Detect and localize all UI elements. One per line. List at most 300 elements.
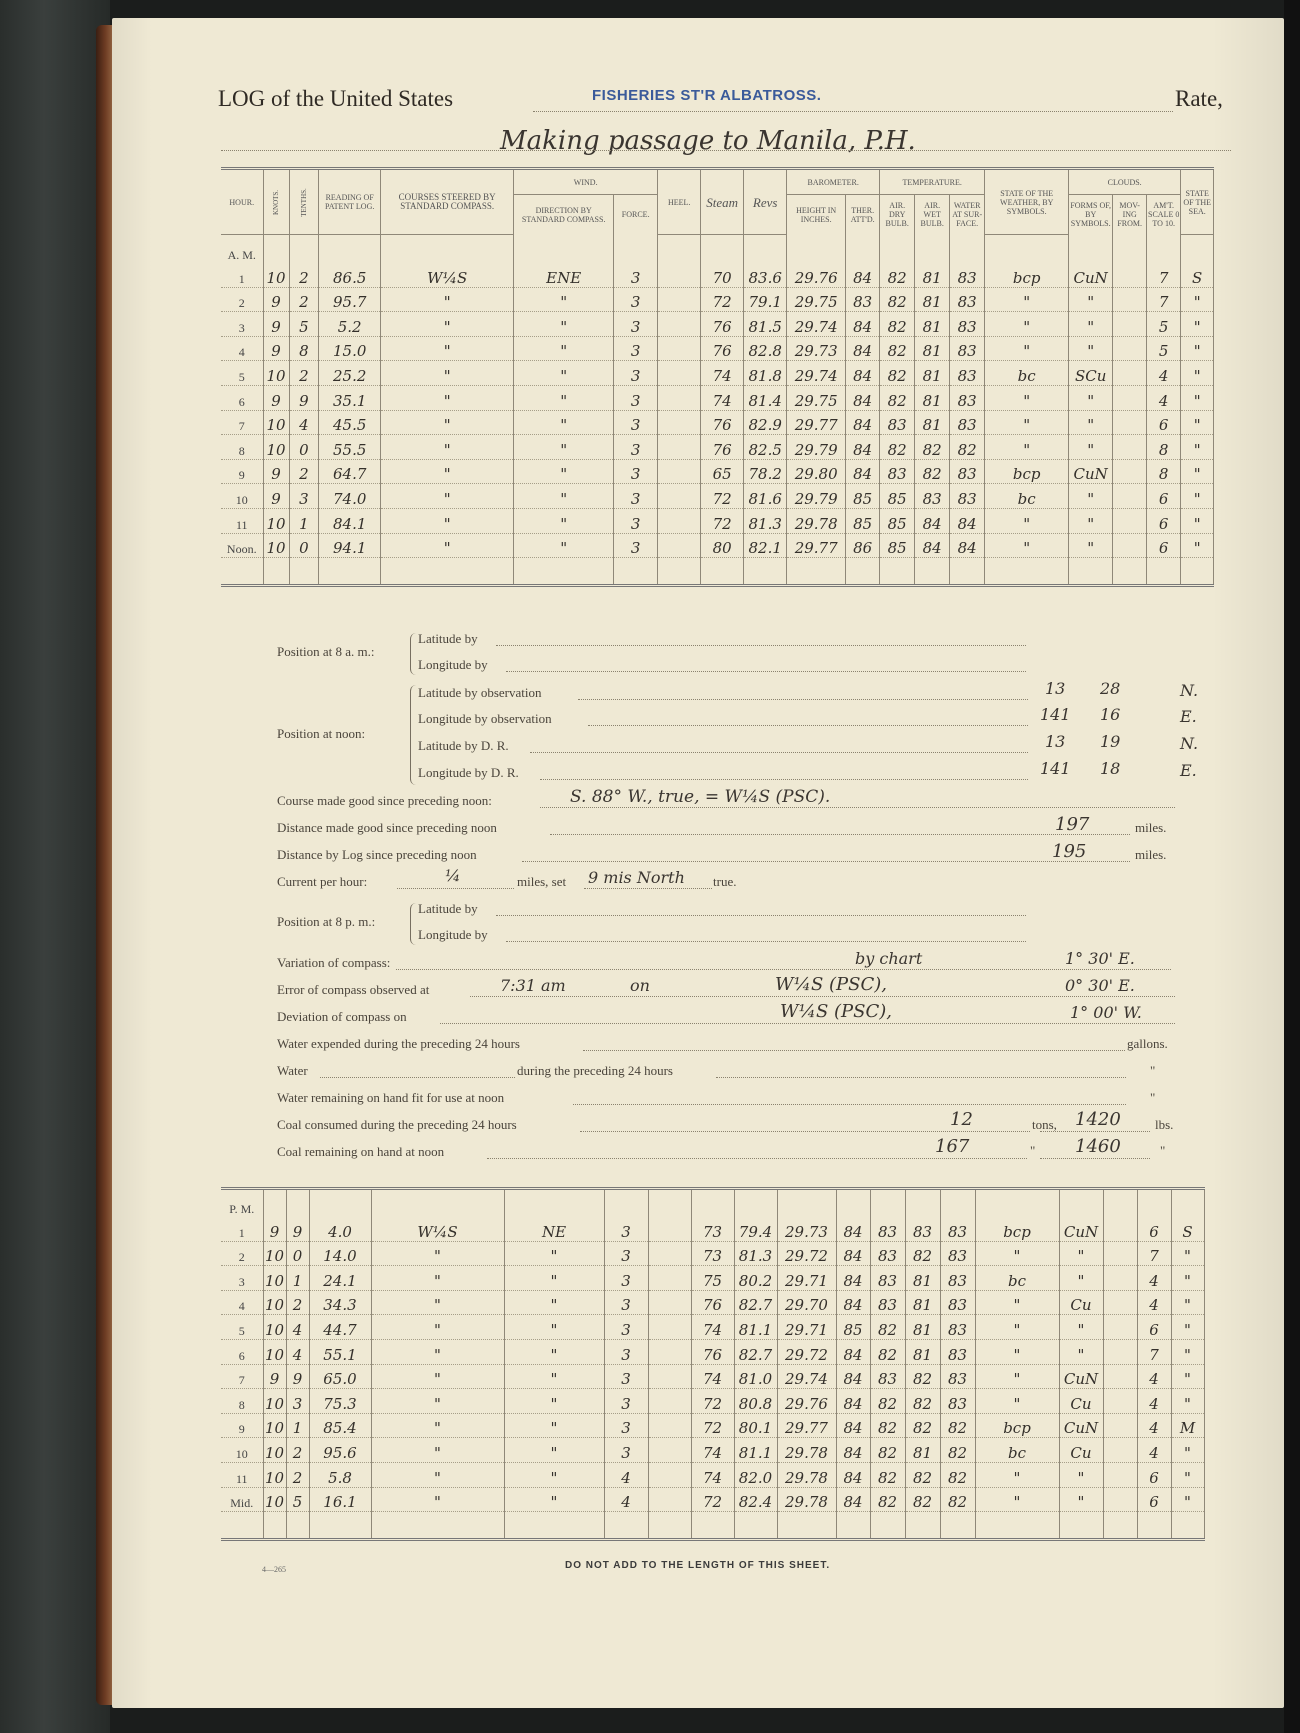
am-cell-air-wet: 83: [915, 484, 950, 509]
pm-cell-sea: S: [1171, 1217, 1204, 1242]
am-cell-cloud-forms: ": [1069, 410, 1113, 435]
pm-cell-wind-direction: ": [504, 1241, 604, 1266]
am-cell-wind-direction: ENE: [514, 263, 614, 288]
am-cell-course: ": [381, 312, 514, 337]
pm-cell-cloud-forms: ": [1059, 1315, 1103, 1340]
pm-cell-hour: 9: [221, 1413, 263, 1438]
lat-dr-min: 19: [1100, 732, 1121, 751]
am-cell-tenths: 2: [289, 263, 319, 288]
pm-cell-heel: [648, 1241, 691, 1266]
lon-dr-label: Longitude by D. R.: [418, 765, 519, 780]
ditto-3: ": [1030, 1143, 1036, 1158]
pm-cell-wind-force: 4: [604, 1462, 648, 1487]
pm-cell-air-dry: 82: [870, 1413, 905, 1438]
pm-cell-steam: 74: [691, 1438, 734, 1463]
am-cell-air-dry: 85: [880, 484, 915, 509]
pm-cell-knots: 9: [263, 1364, 286, 1389]
rule: [584, 888, 712, 889]
am-cell-knots: 10: [263, 533, 289, 558]
am-cell-baro-height: 29.76: [787, 263, 846, 288]
pm-cell-weather: ": [975, 1389, 1059, 1414]
pm-cell-weather: ": [975, 1241, 1059, 1266]
am-cell-tenths: 2: [289, 459, 319, 484]
am-cell-heel: [658, 484, 701, 509]
water-label: Water: [277, 1063, 308, 1078]
pm-cell-wind-direction: ": [504, 1290, 604, 1315]
rule: [320, 1077, 515, 1078]
am-cell-heel: [658, 385, 701, 410]
am-cell-baro-height: 29.80: [787, 459, 846, 484]
lat-obs-dir: N.: [1180, 681, 1199, 700]
am-cell-sea: ": [1181, 336, 1214, 361]
water-exp-label: Water expended during the preceding 24 hours: [277, 1036, 520, 1051]
lon-dr-min: 18: [1100, 759, 1121, 778]
footer-notice: DO NOT ADD TO THE LENGTH OF THIS SHEET.: [565, 1560, 831, 1571]
pm-cell-cloud-amount: 7: [1137, 1241, 1171, 1266]
pm-cell-water-surface: 82: [940, 1487, 975, 1512]
pm-cell-patent-log: 55.1: [309, 1339, 371, 1364]
rule: [550, 834, 1130, 835]
brace-8am: [410, 633, 418, 675]
am-cell-water-surface: 84: [950, 508, 985, 533]
dist-good-label: Distance made good since preceding noon: [277, 820, 497, 835]
lon-obs-min: 16: [1100, 705, 1121, 724]
am-cell-weather: bc: [985, 361, 1069, 386]
pm-cell-air-dry: 82: [870, 1438, 905, 1463]
am-cell-steam: 76: [701, 312, 744, 337]
am-cell-air-dry: 85: [880, 533, 915, 558]
am-cell-air-wet: 81: [915, 336, 950, 361]
am-cell-cloud-amount: 8: [1147, 435, 1181, 460]
tons-label: tons,: [1032, 1117, 1057, 1132]
am-cell-cloud-amount: 4: [1147, 385, 1181, 410]
am-cell-knots: 10: [263, 508, 289, 533]
am-cell-tenths: 4: [289, 410, 319, 435]
pm-cell-sea: ": [1171, 1315, 1204, 1340]
pm-cell-course: ": [371, 1290, 504, 1315]
am-cell-hour: 9: [221, 459, 263, 484]
pm-cell-baro-height: 29.73: [777, 1217, 836, 1242]
am-cell-hour: Noon.: [221, 533, 263, 558]
pm-cell-heel: [648, 1389, 691, 1414]
am-label: A. M.: [221, 235, 263, 263]
lon-obs-deg: 141: [1040, 705, 1071, 724]
pm-cell-sea: ": [1171, 1462, 1204, 1487]
pm-cell-air-dry: 82: [870, 1315, 905, 1340]
pm-cell-knots: 10: [263, 1462, 286, 1487]
am-cell-cloud-forms: SCu: [1069, 361, 1113, 386]
am-cell-weather: ": [985, 385, 1069, 410]
pm-cell-heel: [648, 1438, 691, 1463]
pm-cell-revs: 80.1: [734, 1413, 777, 1438]
error-value: 0° 30' E.: [1065, 976, 1135, 995]
pm-cell-baro-ther: 84: [836, 1266, 870, 1291]
pm-cell-air-dry: 82: [870, 1389, 905, 1414]
am-log-row: [221, 361, 1214, 386]
am-cell-sea: ": [1181, 484, 1214, 509]
am-cell-course: ": [381, 385, 514, 410]
am-cell-cloud-moving: [1113, 263, 1147, 288]
pm-cell-air-wet: 82: [905, 1364, 940, 1389]
pm-cell-cloud-moving: [1103, 1413, 1137, 1438]
am-cell-course: W¼S: [381, 263, 514, 288]
am-cell-baro-height: 29.75: [787, 385, 846, 410]
am-cell-air-wet: 81: [915, 385, 950, 410]
pm-cell-sea: ": [1171, 1266, 1204, 1291]
pm-cell-course: ": [371, 1339, 504, 1364]
am-log-row: [221, 287, 1214, 312]
pm-cell-water-surface: 83: [940, 1389, 975, 1414]
am-cell-steam: 76: [701, 435, 744, 460]
col-clouds: CLOUDS.: [1069, 169, 1181, 195]
brace-8pm: [410, 903, 418, 945]
lat-dr-deg: 13: [1045, 732, 1066, 751]
am-cell-baro-height: 29.75: [787, 287, 846, 312]
pm-cell-tenths: 4: [286, 1315, 309, 1340]
am-cell-weather: ": [985, 336, 1069, 361]
pm-cell-steam: 75: [691, 1266, 734, 1291]
am-log-row: [221, 410, 1214, 435]
pm-cell-baro-height: 29.71: [777, 1315, 836, 1340]
am-cell-baro-ther: 84: [846, 410, 880, 435]
pm-cell-knots: 10: [263, 1339, 286, 1364]
rule: [496, 645, 1026, 646]
pm-cell-water-surface: 83: [940, 1315, 975, 1340]
pm-cell-wind-force: 4: [604, 1487, 648, 1512]
error-time: 7:31 am: [500, 976, 566, 995]
form-code: 4—265: [262, 1565, 286, 1574]
pm-cell-air-wet: 82: [905, 1462, 940, 1487]
error-label: Error of compass observed at: [277, 982, 430, 997]
pm-cell-knots: 10: [263, 1413, 286, 1438]
am-log-row: [221, 336, 1214, 361]
pm-cell-weather: ": [975, 1462, 1059, 1487]
pm-cell-air-wet: 81: [905, 1438, 940, 1463]
am-cell-wind-direction: ": [514, 533, 614, 558]
am-cell-course: ": [381, 435, 514, 460]
pm-cell-cloud-amount: 6: [1137, 1462, 1171, 1487]
pm-cell-patent-log: 75.3: [309, 1389, 371, 1414]
am-cell-baro-ther: 84: [846, 263, 880, 288]
rule: [583, 1050, 1125, 1051]
am-cell-wind-direction: ": [514, 508, 614, 533]
am-cell-cloud-moving: [1113, 385, 1147, 410]
brace-noon: [410, 685, 418, 785]
am-cell-cloud-moving: [1113, 459, 1147, 484]
pos-8am-label: Position at 8 a. m.:: [277, 644, 375, 659]
am-cell-cloud-forms: ": [1069, 385, 1113, 410]
am-cell-weather: ": [985, 312, 1069, 337]
am-cell-hour: 11: [221, 508, 263, 533]
rule: [540, 807, 1175, 808]
rule: [506, 941, 1026, 942]
am-cell-steam: 80: [701, 533, 744, 558]
pm-cell-course: ": [371, 1315, 504, 1340]
am-cell-steam: 76: [701, 336, 744, 361]
pm-cell-cloud-moving: [1103, 1487, 1137, 1512]
am-cell-cloud-forms: ": [1069, 287, 1113, 312]
rule: [580, 1131, 1030, 1132]
am-cell-wind-force: 3: [614, 508, 658, 533]
pm-cell-course: ": [371, 1487, 504, 1512]
lon-dr-deg: 141: [1040, 759, 1071, 778]
am-cell-cloud-forms: ": [1069, 533, 1113, 558]
am-cell-sea: ": [1181, 385, 1214, 410]
am-cell-weather: bcp: [985, 459, 1069, 484]
am-cell-tenths: 5: [289, 312, 319, 337]
am-cell-sea: ": [1181, 410, 1214, 435]
pm-cell-baro-ther: 84: [836, 1462, 870, 1487]
am-cell-water-surface: 83: [950, 312, 985, 337]
am-cell-cloud-moving: [1113, 361, 1147, 386]
am-cell-heel: [658, 312, 701, 337]
pm-cell-wind-force: 3: [604, 1339, 648, 1364]
pm-cell-course: W¼S: [371, 1217, 504, 1242]
pm-cell-cloud-forms: CuN: [1059, 1413, 1103, 1438]
am-log-row: [221, 385, 1214, 410]
am-cell-cloud-forms: ": [1069, 484, 1113, 509]
am-cell-wind-direction: ": [514, 287, 614, 312]
am-cell-water-surface: 83: [950, 459, 985, 484]
am-cell-course: ": [381, 336, 514, 361]
pm-log-row: [221, 1389, 1204, 1414]
pm-log-row: [221, 1241, 1204, 1266]
lat-dr-label: Latitude by D. R.: [418, 738, 509, 753]
am-cell-baro-ther: 83: [846, 287, 880, 312]
am-cell-wind-force: 3: [614, 312, 658, 337]
pm-cell-wind-force: 3: [604, 1438, 648, 1463]
am-cell-hour: 4: [221, 336, 263, 361]
am-cell-baro-ther: 84: [846, 312, 880, 337]
pm-cell-hour: Mid.: [221, 1487, 263, 1512]
pm-cell-knots: 10: [263, 1389, 286, 1414]
am-cell-air-dry: 82: [880, 385, 915, 410]
am-cell-steam: 76: [701, 410, 744, 435]
coal-cons-tons: 12: [950, 1109, 973, 1130]
coal-rem-label: Coal remaining on hand at noon: [277, 1144, 445, 1159]
pm-cell-patent-log: 34.3: [309, 1290, 371, 1315]
pm-cell-patent-log: 16.1: [309, 1487, 371, 1512]
pm-cell-baro-height: 29.78: [777, 1438, 836, 1463]
pm-log-row: [221, 1290, 1204, 1315]
am-cell-cloud-moving: [1113, 533, 1147, 558]
am-cell-knots: 9: [263, 336, 289, 361]
am-cell-water-surface: 83: [950, 336, 985, 361]
pm-cell-weather: bcp: [975, 1413, 1059, 1438]
am-cell-air-dry: 83: [880, 410, 915, 435]
am-cell-patent-log: 15.0: [319, 336, 381, 361]
am-cell-hour: 3: [221, 312, 263, 337]
pm-cell-heel: [648, 1339, 691, 1364]
pm-cell-cloud-forms: CuN: [1059, 1364, 1103, 1389]
col-cloud-moving: MOV-ING FROM.: [1113, 195, 1147, 235]
am-log-row: [221, 312, 1214, 337]
pm-cell-water-surface: 83: [940, 1290, 975, 1315]
pm-cell-tenths: 4: [286, 1339, 309, 1364]
am-cell-air-wet: 82: [915, 435, 950, 460]
col-hour: HOUR.: [221, 169, 263, 235]
am-cell-hour: 2: [221, 287, 263, 312]
am-cell-revs: 81.6: [744, 484, 787, 509]
deviation-course: W¼S (PSC),: [780, 1001, 892, 1022]
am-cell-cloud-moving: [1113, 336, 1147, 361]
am-cell-weather: ": [985, 287, 1069, 312]
am-cell-wind-force: 3: [614, 410, 658, 435]
rule: [1040, 1131, 1150, 1132]
am-cell-heel: [658, 361, 701, 386]
rule: [578, 699, 1028, 700]
am-cell-cloud-forms: ": [1069, 336, 1113, 361]
pm-cell-hour: 5: [221, 1315, 263, 1340]
pm-cell-air-dry: 83: [870, 1241, 905, 1266]
pm-cell-heel: [648, 1487, 691, 1512]
pm-cell-cloud-moving: [1103, 1241, 1137, 1266]
am-cell-wind-direction: ": [514, 361, 614, 386]
am-cell-revs: 81.5: [744, 312, 787, 337]
am-cell-wind-direction: ": [514, 385, 614, 410]
pm-cell-water-surface: 83: [940, 1217, 975, 1242]
am-cell-wind-force: 3: [614, 287, 658, 312]
pm-cell-cloud-forms: ": [1059, 1241, 1103, 1266]
am-cell-water-surface: 83: [950, 385, 985, 410]
pm-cell-revs: 80.2: [734, 1266, 777, 1291]
rule: [573, 1104, 1126, 1105]
am-cell-wind-direction: ": [514, 336, 614, 361]
pm-cell-wind-direction: ": [504, 1315, 604, 1340]
pm-cell-air-wet: 82: [905, 1389, 940, 1414]
pm-cell-cloud-forms: ": [1059, 1266, 1103, 1291]
pm-cell-baro-height: 29.70: [777, 1290, 836, 1315]
pm-cell-sea: ": [1171, 1241, 1204, 1266]
am-cell-air-wet: 81: [915, 287, 950, 312]
am-cell-baro-height: 29.73: [787, 336, 846, 361]
am-cell-tenths: 2: [289, 287, 319, 312]
am-cell-cloud-amount: 5: [1147, 312, 1181, 337]
lat-obs-deg: 13: [1045, 679, 1066, 698]
am-cell-wind-force: 3: [614, 533, 658, 558]
am-cell-hour: 8: [221, 435, 263, 460]
am-cell-sea: ": [1181, 435, 1214, 460]
pm-log-row: [221, 1438, 1204, 1463]
pm-cell-baro-ther: 84: [836, 1364, 870, 1389]
pm-cell-baro-ther: 84: [836, 1339, 870, 1364]
lon-obs-dir: E.: [1180, 707, 1197, 726]
am-cell-patent-log: 84.1: [319, 508, 381, 533]
am-cell-cloud-forms: ": [1069, 312, 1113, 337]
am-cell-steam: 72: [701, 484, 744, 509]
am-cell-cloud-moving: [1113, 410, 1147, 435]
pm-cell-cloud-moving: [1103, 1462, 1137, 1487]
am-cell-air-dry: 82: [880, 312, 915, 337]
pm-cell-cloud-amount: 4: [1137, 1413, 1171, 1438]
ditto-4: ": [1160, 1143, 1166, 1158]
pm-cell-cloud-forms: ": [1059, 1339, 1103, 1364]
am-cell-revs: 82.9: [744, 410, 787, 435]
am-cell-air-dry: 82: [880, 263, 915, 288]
am-cell-water-surface: 83: [950, 484, 985, 509]
pm-end-row: [221, 1512, 1204, 1540]
am-cell-air-wet: 81: [915, 410, 950, 435]
pm-cell-course: ": [371, 1241, 504, 1266]
pm-cell-heel: [648, 1217, 691, 1242]
pm-cell-water-surface: 82: [940, 1462, 975, 1487]
pm-cell-wind-direction: ": [504, 1339, 604, 1364]
pm-log-table: [221, 1187, 1205, 1541]
am-cell-steam: 74: [701, 361, 744, 386]
am-cell-tenths: 8: [289, 336, 319, 361]
pm-cell-sea: ": [1171, 1339, 1204, 1364]
am-cell-cloud-moving: [1113, 287, 1147, 312]
pm-cell-wind-force: 3: [604, 1290, 648, 1315]
pm-cell-wind-direction: ": [504, 1462, 604, 1487]
pm-cell-steam: 76: [691, 1290, 734, 1315]
am-cell-baro-height: 29.77: [787, 410, 846, 435]
col-tenths: TENTHS.: [289, 169, 319, 235]
am-cell-cloud-amount: 4: [1147, 361, 1181, 386]
pm-cell-cloud-forms: CuN: [1059, 1217, 1103, 1242]
col-courses: COURSES STEERED BY STANDARD COMPASS.: [381, 169, 514, 235]
rule: [440, 1023, 1175, 1024]
am-cell-course: ": [381, 410, 514, 435]
am-cell-knots: 9: [263, 484, 289, 509]
pm-cell-revs: 82.4: [734, 1487, 777, 1512]
col-temperature: TEMPERATURE.: [880, 169, 985, 195]
am-cell-air-dry: 82: [880, 361, 915, 386]
am-cell-heel: [658, 410, 701, 435]
am-cell-wind-force: 3: [614, 435, 658, 460]
am-cell-baro-ther: 84: [846, 459, 880, 484]
pm-cell-tenths: 0: [286, 1241, 309, 1266]
pm-cell-patent-log: 24.1: [309, 1266, 371, 1291]
pm-cell-cloud-moving: [1103, 1438, 1137, 1463]
am-cell-cloud-amount: 6: [1147, 410, 1181, 435]
am-cell-heel: [658, 508, 701, 533]
pm-cell-hour: 2: [221, 1241, 263, 1266]
am-cell-weather: bc: [985, 484, 1069, 509]
am-log-row: [221, 435, 1214, 460]
lon-obs-label: Longitude by observation: [418, 711, 552, 726]
vessel-name: FISHERIES ST'R ALBATROSS.: [592, 87, 822, 104]
rule: [397, 888, 514, 889]
course-label: Course made good since preceding noon:: [277, 793, 492, 808]
am-cell-air-wet: 81: [915, 263, 950, 288]
am-cell-wind-force: 3: [614, 385, 658, 410]
pm-cell-revs: 80.8: [734, 1389, 777, 1414]
pm-cell-hour: 6: [221, 1339, 263, 1364]
am-cell-air-dry: 82: [880, 336, 915, 361]
pm-cell-water-surface: 83: [940, 1364, 975, 1389]
water-rem-label: Water remaining on hand fit for use at noon: [277, 1090, 505, 1105]
pm-cell-water-surface: 83: [940, 1241, 975, 1266]
am-end-row: [221, 558, 1214, 586]
pm-cell-tenths: 2: [286, 1438, 309, 1463]
pm-cell-course: ": [371, 1438, 504, 1463]
pm-cell-patent-log: 5.8: [309, 1462, 371, 1487]
current-mid: miles, set: [517, 874, 567, 889]
pm-cell-baro-height: 29.72: [777, 1339, 836, 1364]
current-set: 9 mis North: [588, 868, 685, 887]
pm-cell-wind-direction: ": [504, 1487, 604, 1512]
pos-8pm-lon: Longitude by: [418, 927, 488, 942]
am-cell-wind-force: 3: [614, 361, 658, 386]
pm-cell-wind-direction: NE: [504, 1217, 604, 1242]
pm-cell-cloud-amount: 4: [1137, 1364, 1171, 1389]
pm-cell-revs: 82.7: [734, 1290, 777, 1315]
col-baro-height: HEIGHT IN INCHES.: [787, 195, 846, 235]
pm-cell-wind-force: 3: [604, 1217, 648, 1242]
am-cell-course: ": [381, 459, 514, 484]
am-cell-revs: 81.3: [744, 508, 787, 533]
